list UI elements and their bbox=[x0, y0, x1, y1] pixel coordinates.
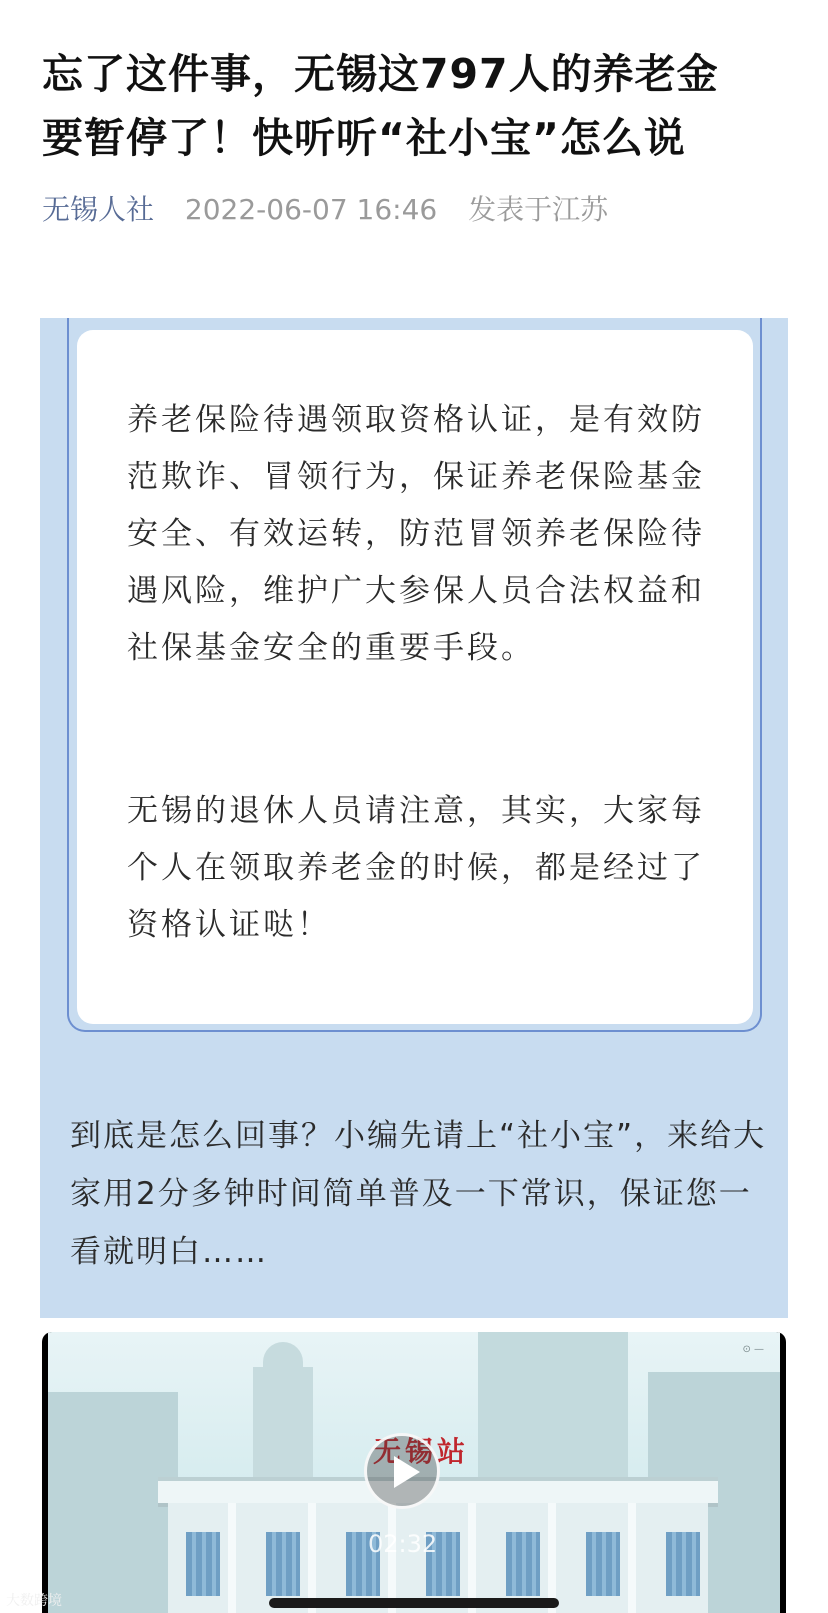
station-sign: 无锡站 bbox=[373, 1435, 470, 1468]
station-window bbox=[266, 1532, 300, 1596]
card-paragraph-1: 养老保险待遇领取资格认证，是有效防范欺诈、冒领行为，保证养老保险基金安全、有效运转，防范冒领养老保险待遇风险，维护广大参保人员合法权益和社保基金安全的重要手段。 bbox=[127, 402, 705, 666]
channel-logo: ⊙ — bbox=[742, 1344, 764, 1355]
station-window bbox=[186, 1532, 220, 1596]
station-window bbox=[506, 1532, 540, 1596]
title-line-1: 忘了这件事，无锡这797人的养老金 bbox=[42, 50, 719, 98]
article-title bbox=[42, 42, 802, 170]
author-link[interactable]: 无锡人社 bbox=[42, 193, 155, 226]
station-column bbox=[468, 1503, 476, 1613]
play-icon[interactable] bbox=[364, 1433, 440, 1509]
station-column bbox=[308, 1503, 316, 1613]
station-column bbox=[228, 1503, 236, 1613]
video-player[interactable] bbox=[42, 1332, 786, 1613]
publish-date: 2022-06-07 16:46 bbox=[184, 193, 438, 226]
home-indicator[interactable] bbox=[269, 1598, 559, 1608]
station-window bbox=[586, 1532, 620, 1596]
title-line-2: 要暂停了！快听听“社小宝”怎么说 bbox=[42, 114, 686, 162]
article-meta bbox=[42, 190, 608, 230]
intro-paragraph: 到底是怎么回事？小编先请上“社小宝”，来给大家用2分多钟时间简单普及一下常识，保证您一看就明白…… bbox=[70, 1118, 767, 1270]
card-paragraph-2: 无锡的退休人员请注意，其实，大家每个人在领取养老金的时候，都是经过了资格认证哒！ bbox=[127, 793, 705, 943]
station-window bbox=[666, 1532, 700, 1596]
station-column bbox=[628, 1503, 636, 1613]
clock-tower bbox=[253, 1367, 313, 1487]
video-duration: 02:32 bbox=[368, 1530, 438, 1558]
notice-card bbox=[77, 330, 753, 1024]
watermark: 大数跨境 bbox=[6, 1593, 62, 1609]
station-column bbox=[548, 1503, 556, 1613]
station-column bbox=[388, 1503, 396, 1613]
publish-location: 发表于江苏 bbox=[468, 193, 609, 226]
